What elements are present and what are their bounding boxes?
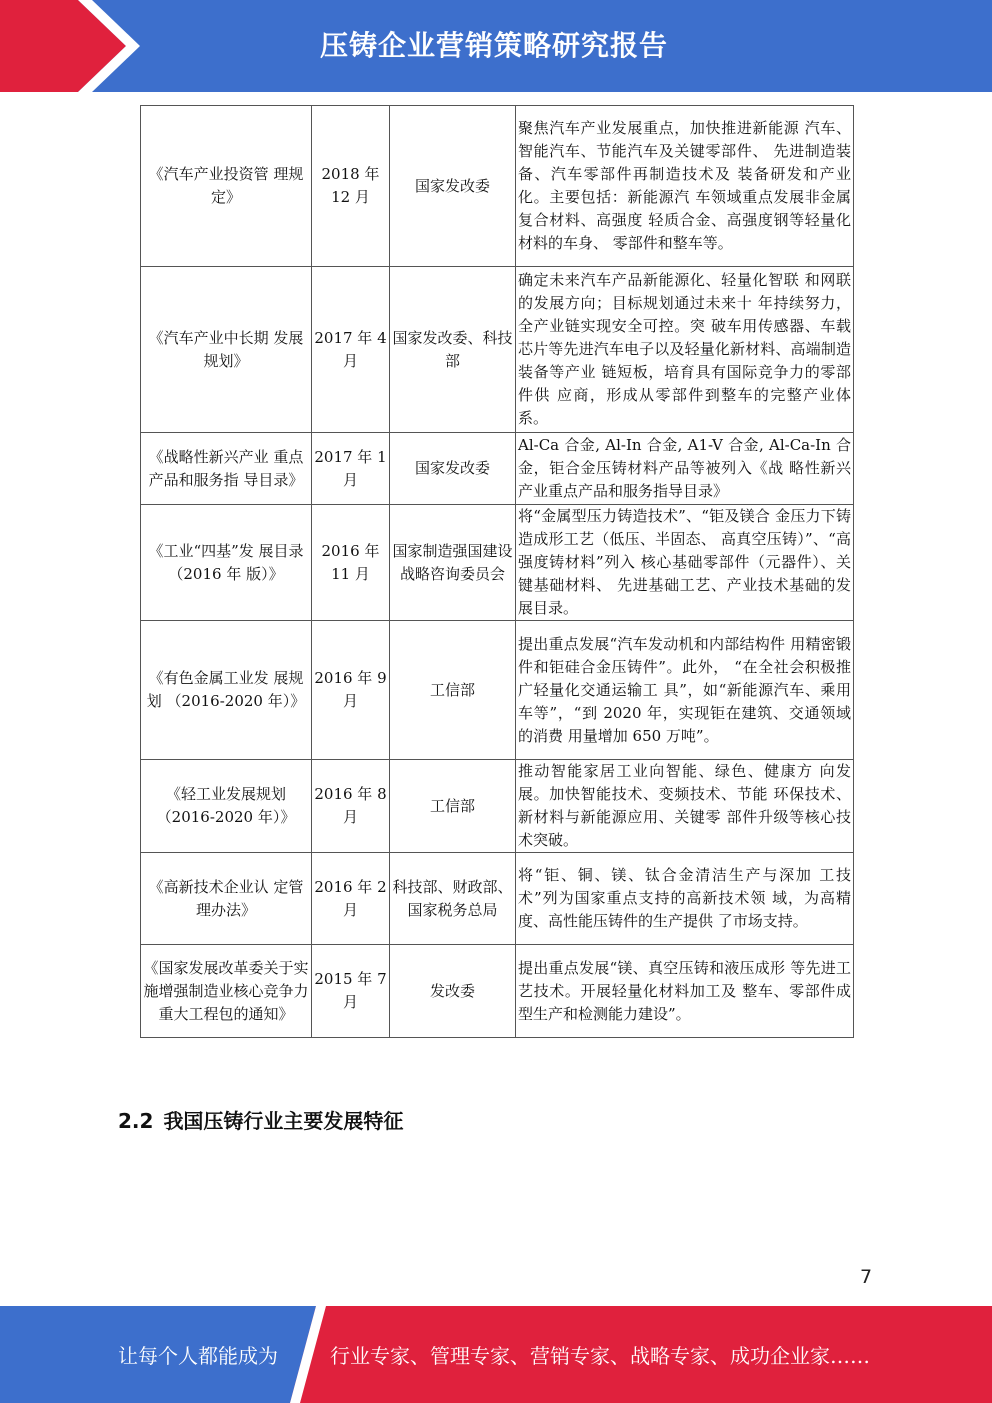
table-row bbox=[141, 267, 854, 433]
policy-department: 国家发改委 bbox=[390, 106, 516, 267]
policy-department: 工信部 bbox=[390, 621, 516, 760]
policy-department: 国家制造强国建设战略咨询委员会 bbox=[390, 505, 516, 621]
policy-description: 将“钜、铜、镁、钛合金清洁生产与深加 工技术”列为国家重点支持的高新技术领 域，为高精度、高性能压铸件的生产提供 了市场支持。 bbox=[516, 853, 854, 945]
policy-name: 《汽车产业投资管 理规定》 bbox=[141, 106, 312, 267]
policy-date: 2017 年 4 月 bbox=[312, 267, 390, 433]
table-row bbox=[141, 106, 854, 267]
table-row bbox=[141, 621, 854, 760]
table-row bbox=[141, 505, 854, 621]
policy-date: 2018 年 12 月 bbox=[312, 106, 390, 267]
section-number: 2.2 bbox=[118, 1109, 154, 1133]
policy-date: 2016 年 9 月 bbox=[312, 621, 390, 760]
header-title: 压铸企业营销策略研究报告 bbox=[320, 29, 669, 62]
footer-slogan-right: 行业专家、管理专家、营销专家、战略专家、成功企业家…… bbox=[330, 1344, 870, 1368]
page-header bbox=[0, 0, 992, 92]
section-title: 我国压铸行业主要发展特征 bbox=[163, 1109, 404, 1133]
policy-name: 《国家发展改革委关于实施增强制造业核心竞争力重大工程包的通知》 bbox=[141, 945, 312, 1038]
policy-name: 《汽车产业中长期 发展规划》 bbox=[141, 267, 312, 433]
table-row bbox=[141, 945, 854, 1038]
policy-description: 推动智能家居工业向智能、绿色、健康方 向发展。加快智能技术、变频技术、节能 环保技术、新材料与新能源应用、关键零 部件升级等核心技术突破。 bbox=[516, 760, 854, 853]
policy-name: 《工业“四基”发 展目录（2016 年 版）》 bbox=[141, 505, 312, 621]
policy-date: 2016 年 11 月 bbox=[312, 505, 390, 621]
policy-name: 《战略性新兴产业 重点产品和服务指 导目录》 bbox=[141, 433, 312, 505]
policy-department: 科技部、财政部、国家税务总局 bbox=[390, 853, 516, 945]
policy-department: 国家发改委、科技部 bbox=[390, 267, 516, 433]
policy-table bbox=[140, 105, 854, 1038]
policy-date: 2016 年 2 月 bbox=[312, 853, 390, 945]
policy-department: 国家发改委 bbox=[390, 433, 516, 505]
policy-name: 《高新技术企业认 定管理办法》 bbox=[141, 853, 312, 945]
policy-department: 发改委 bbox=[390, 945, 516, 1038]
footer-slogan-left: 让每个人都能成为 bbox=[118, 1344, 278, 1368]
policy-name: 《轻工业发展规划 （2016-2020 年）》 bbox=[141, 760, 312, 853]
policy-date: 2015 年 7 月 bbox=[312, 945, 390, 1038]
policy-description: 聚焦汽车产业发展重点，加快推进新能源 汽车、智能汽车、节能汽车及关键零部件、 先进制造装备、汽车零部件再制造技术及 装备研发和产业化。主要包括：新能源汽 车领域重点发展非金属复合材料、高强度 轻质合金、高强度钢等轻量化材料的车身、 零部件和整车等。 bbox=[516, 106, 854, 267]
table-row bbox=[141, 433, 854, 505]
table-row bbox=[141, 853, 854, 945]
policy-name: 《有色金属工业发 展规划 （2016-2020 年）》 bbox=[141, 621, 312, 760]
policy-date: 2016 年 8 月 bbox=[312, 760, 390, 853]
policy-department: 工信部 bbox=[390, 760, 516, 853]
policy-date: 2017 年 1 月 bbox=[312, 433, 390, 505]
policy-description: 确定未来汽车产品新能源化、轻量化智联 和网联的发展方向；目标规划通过未来十 年持续努力，全产业链实现安全可控。突 破车用传感器、车载芯片等先进汽车电子以及轻量化新材料、高端制造装备等产业 链短板，培育具有国际竞争力的零部件供 应商，形成从零部件到整车的完整产业体 系。 bbox=[516, 267, 854, 433]
policy-description: Al-Ca 合金, Al-In 合金, A1-V 合金, Al-Ca-In 合金，钜合金压铸材料产品等被列入《战 略性新兴产业重点产品和服务指导目录》 bbox=[516, 433, 854, 505]
page-number: 7 bbox=[860, 1266, 873, 1288]
policy-description: 提出重点发展“镁、真空压铸和液压成形 等先进工艺技术。开展轻量化材料加工及 整车、零部件成型生产和检测能力建设”。 bbox=[516, 945, 854, 1038]
section-heading bbox=[118, 1105, 403, 1134]
page-footer bbox=[0, 1306, 992, 1403]
table-row bbox=[141, 760, 854, 853]
policy-description: 提出重点发展“汽车发动机和内部结构件 用精密锻件和钜硅合金压铸件”。此外， “在全社会积极推广轻量化交通运输工 具”，如“新能源汽车、乘用车等”，“到 2020 年，实现钜在建筑、交通领域的消费 用量增加 650 万吨”。 bbox=[516, 621, 854, 760]
policy-description: 将“金属型压力铸造技术”、“钜及镁合 金压力下铸造成形工艺（低压、半固态、 高真空压铸）”、“高强度铸材料”列入 核心基础零部件（元器件）、关键基础材料、 先进基础工艺、产业技术基础的发展目录。 bbox=[516, 505, 854, 621]
